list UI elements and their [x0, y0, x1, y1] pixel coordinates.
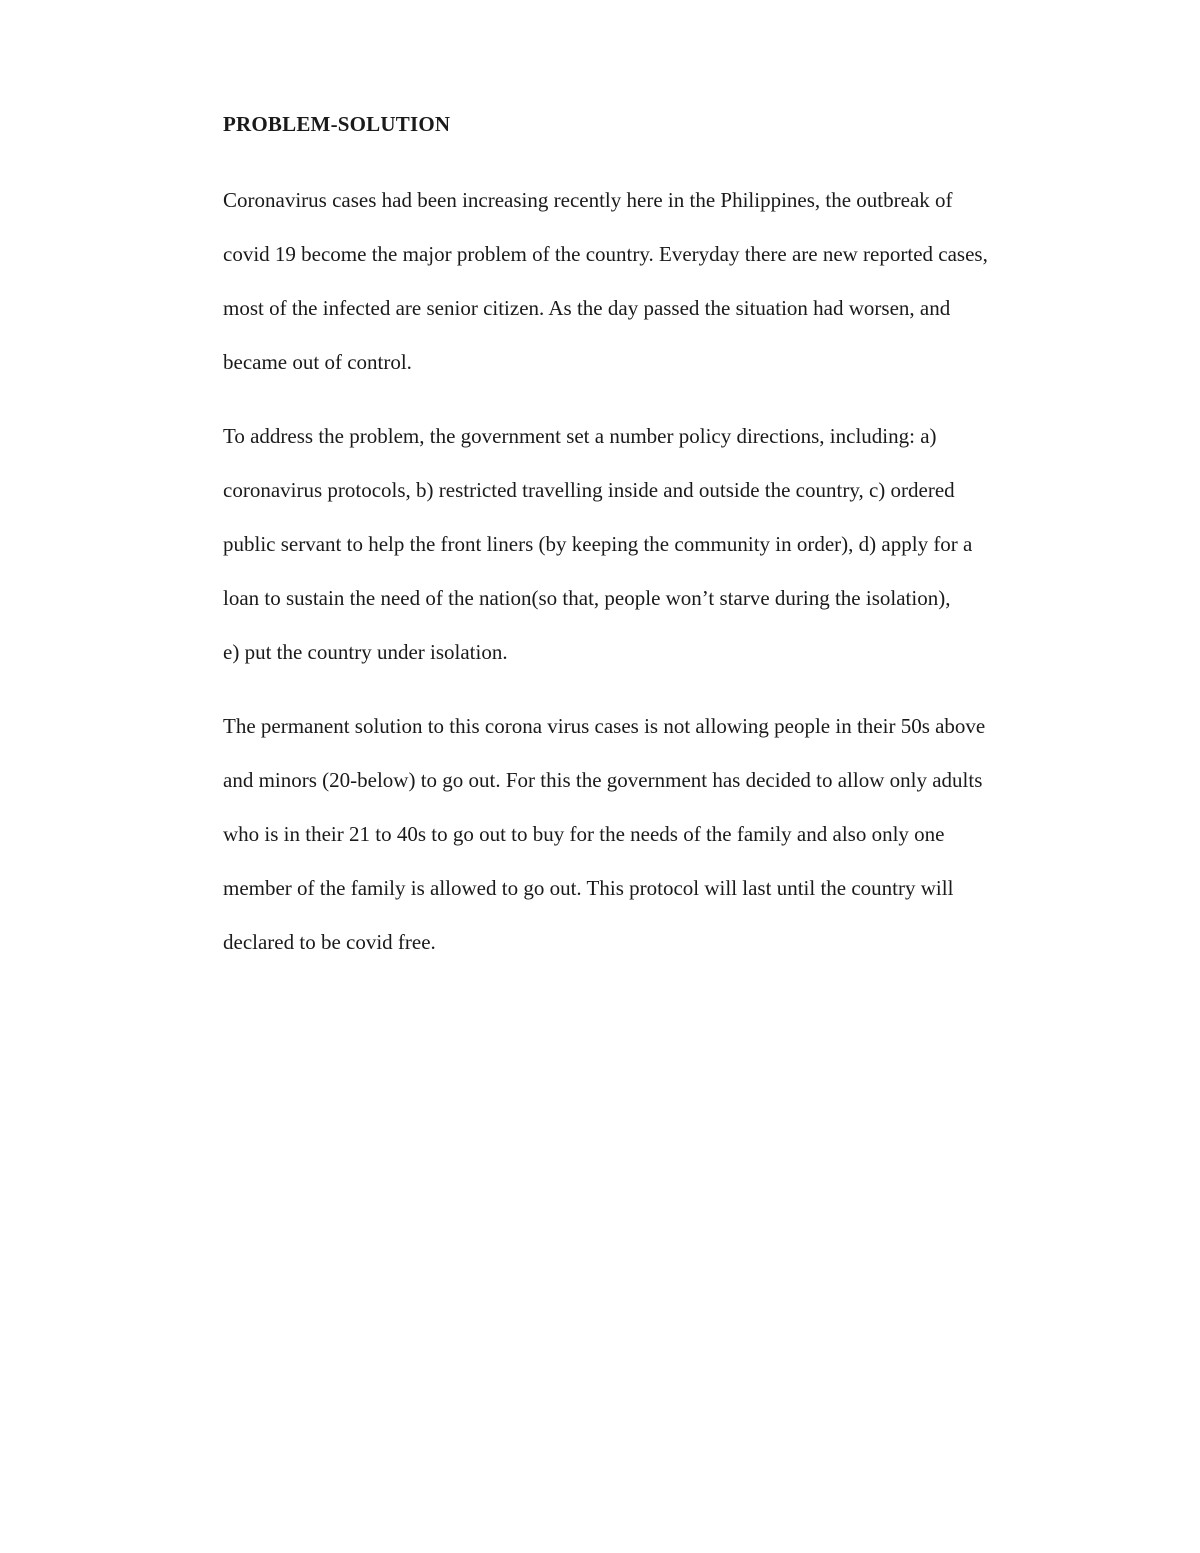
paragraph-1-line-4: became out of control. [223, 350, 412, 374]
paragraph-1-line-1: Coronavirus cases had been increasing recently here in the Philippines, the outbreak of [223, 188, 953, 212]
paragraph-3-line-1: The permanent solution to this corona virus cases is not allowing people in their 50s above [223, 714, 986, 738]
paragraph-2-line-4: loan to sustain the need of the nation(so that, people won’t starve during the isolation), [223, 586, 951, 610]
paragraph-3-line-3: who is in their 21 to 40s to go out to buy for the needs of the family and also only one [223, 822, 945, 846]
paragraph-3-line-2: and minors (20-below) to go out. For this the government has decided to allow only adults [223, 768, 983, 792]
paragraph-2-line-2: coronavirus protocols, b) restricted travelling inside and outside the country, c) ordered [223, 478, 955, 502]
paragraph-2-line-5: e) put the country under isolation. [223, 640, 508, 664]
paragraph-1-line-2: covid 19 become the major problem of the country. Everyday there are new reported cases, [223, 242, 988, 266]
paragraph-2-line-1: To address the problem, the government set a number policy directions, including: a) [223, 424, 937, 448]
paragraph-2-line-3: public servant to help the front liners (by keeping the community in order), d) apply for a [223, 532, 973, 556]
paragraph-3-line-4: member of the family is allowed to go out. This protocol will last until the country will [223, 876, 954, 900]
paragraph-3-line-5: declared to be covid free. [223, 930, 436, 954]
paragraph-1-line-3: most of the infected are senior citizen. As the day passed the situation had worsen, and [223, 296, 951, 320]
document-title: PROBLEM-SOLUTION [223, 112, 451, 136]
